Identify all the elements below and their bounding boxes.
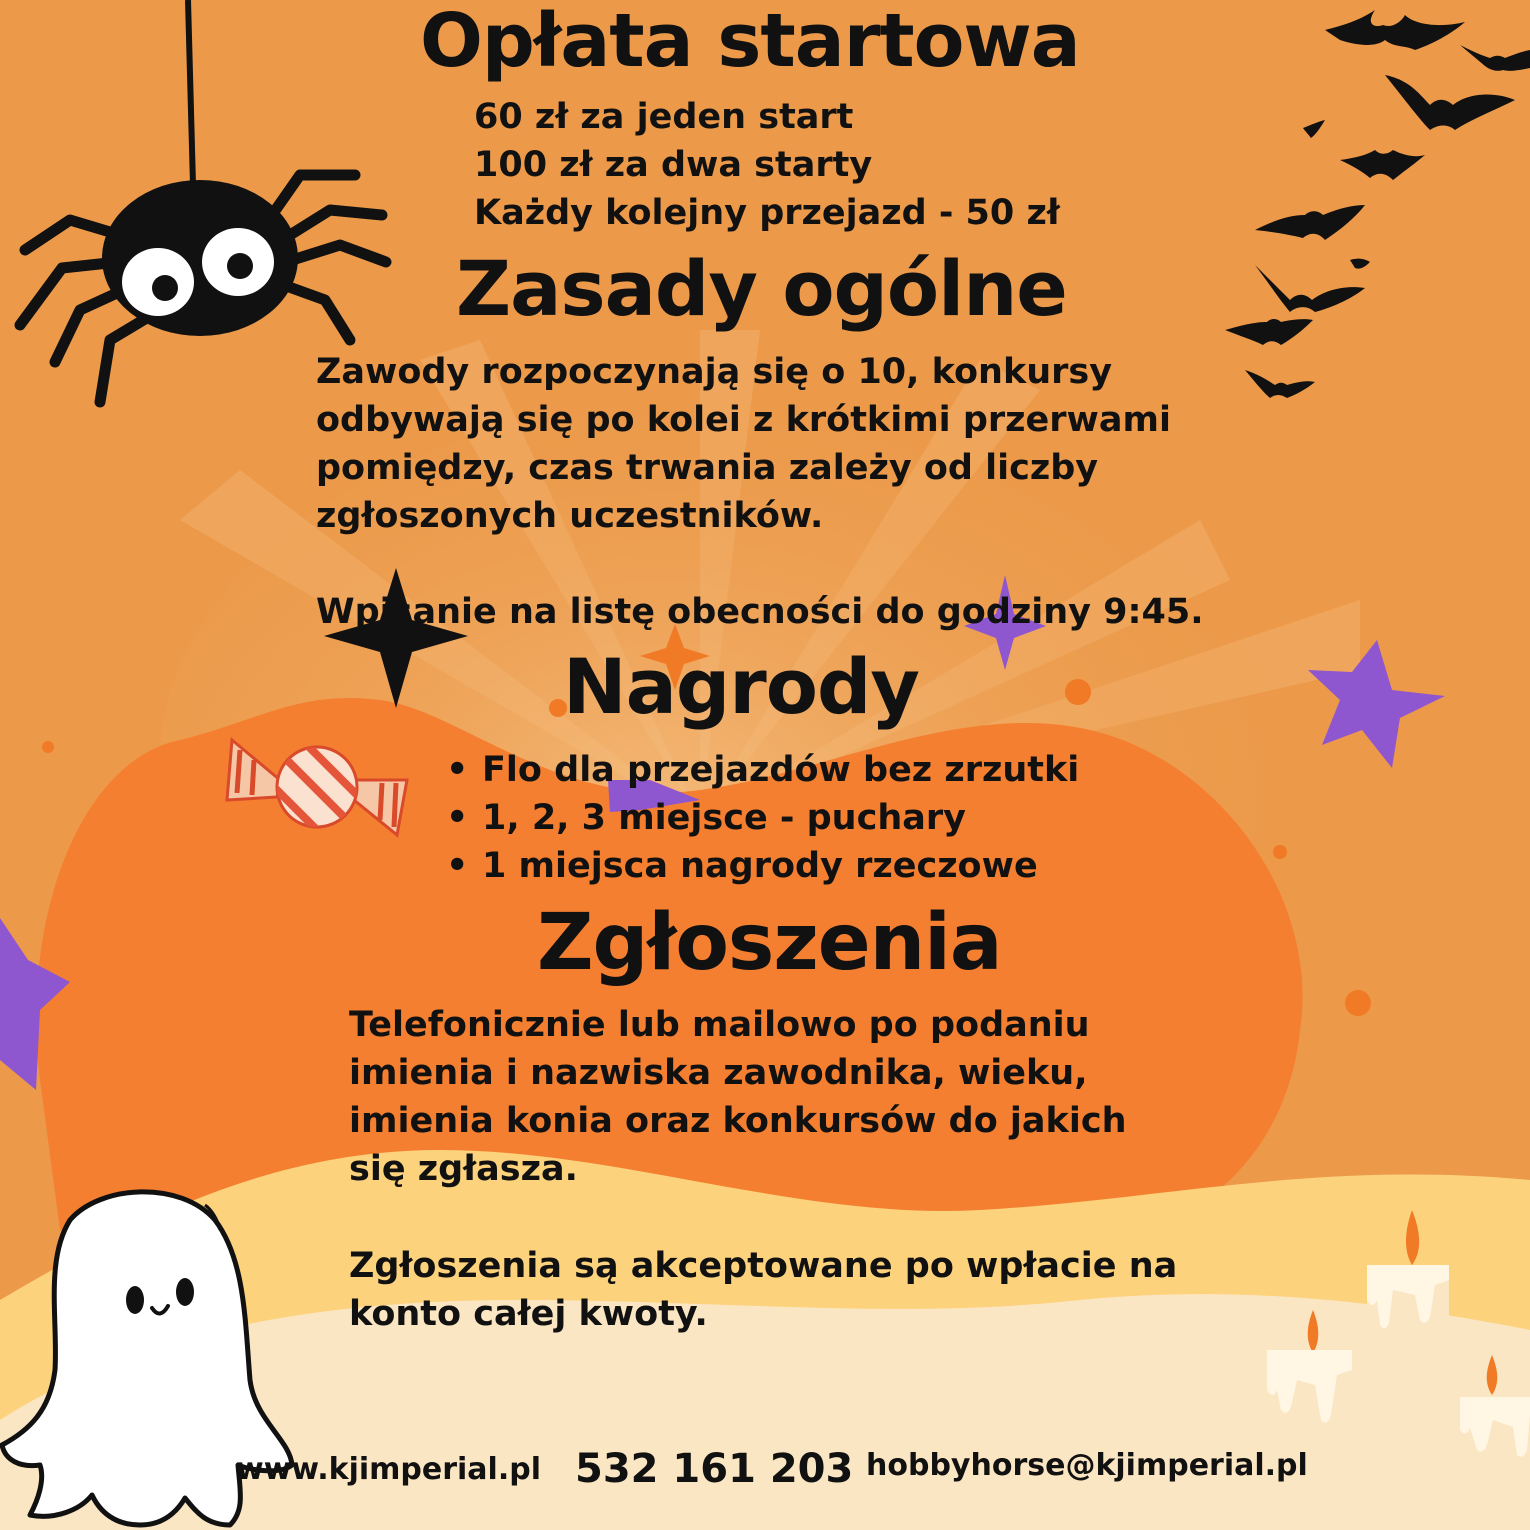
prizes-list (446, 746, 1079, 890)
registration-title: Zgłoszenia (537, 898, 1002, 988)
fee-line-one-start: 60 zł za jeden start (474, 97, 854, 137)
rules-title: Zasady ogólne (456, 244, 1067, 333)
prize-item: • 1 miejsca nagrody rzeczowe (446, 842, 1079, 890)
website-link[interactable]: www.kjimperial.pl (236, 1452, 541, 1487)
prize-item: • Flo dla przejazdów bez zrzutki (446, 746, 1079, 794)
prize-item: • 1, 2, 3 miejsce - puchary (446, 794, 1079, 842)
registration-payment-note: Zgłoszenia są akceptowane po wpłacie na konto całej kwoty. (349, 1246, 1178, 1334)
rules-attendance-note: Wpisanie na listę obecności do godziny 9:45. (316, 592, 1204, 632)
fee-line-each-next: Każdy kolejny przejazd - 50 zł (474, 193, 1060, 233)
fee-line-two-starts: 100 zł za dwa starty (474, 145, 873, 185)
bats-icon (1215, 0, 1530, 400)
phone-number: 532 161 203 (575, 1446, 854, 1492)
email-link[interactable]: hobbyhorse@kjimperial.pl (866, 1448, 1308, 1483)
fee-title: Opłata startowa (420, 0, 1080, 84)
candy-icon (222, 735, 412, 840)
rules-paragraph: Zawody rozpoczynają się o 10, konkursy odbywają się po kolei z krótkimi przerwami pomiędzy, czas trwania zależy od liczby zgłoszonych uczestników. (316, 352, 1171, 536)
prizes-title: Nagrody (563, 642, 919, 731)
registration-paragraph: Telefonicznie lub mailowo po podaniu imienia i nazwiska zawodnika, wieku, imienia konia oraz konkursów do jakich się zgłasza. (349, 1005, 1127, 1189)
